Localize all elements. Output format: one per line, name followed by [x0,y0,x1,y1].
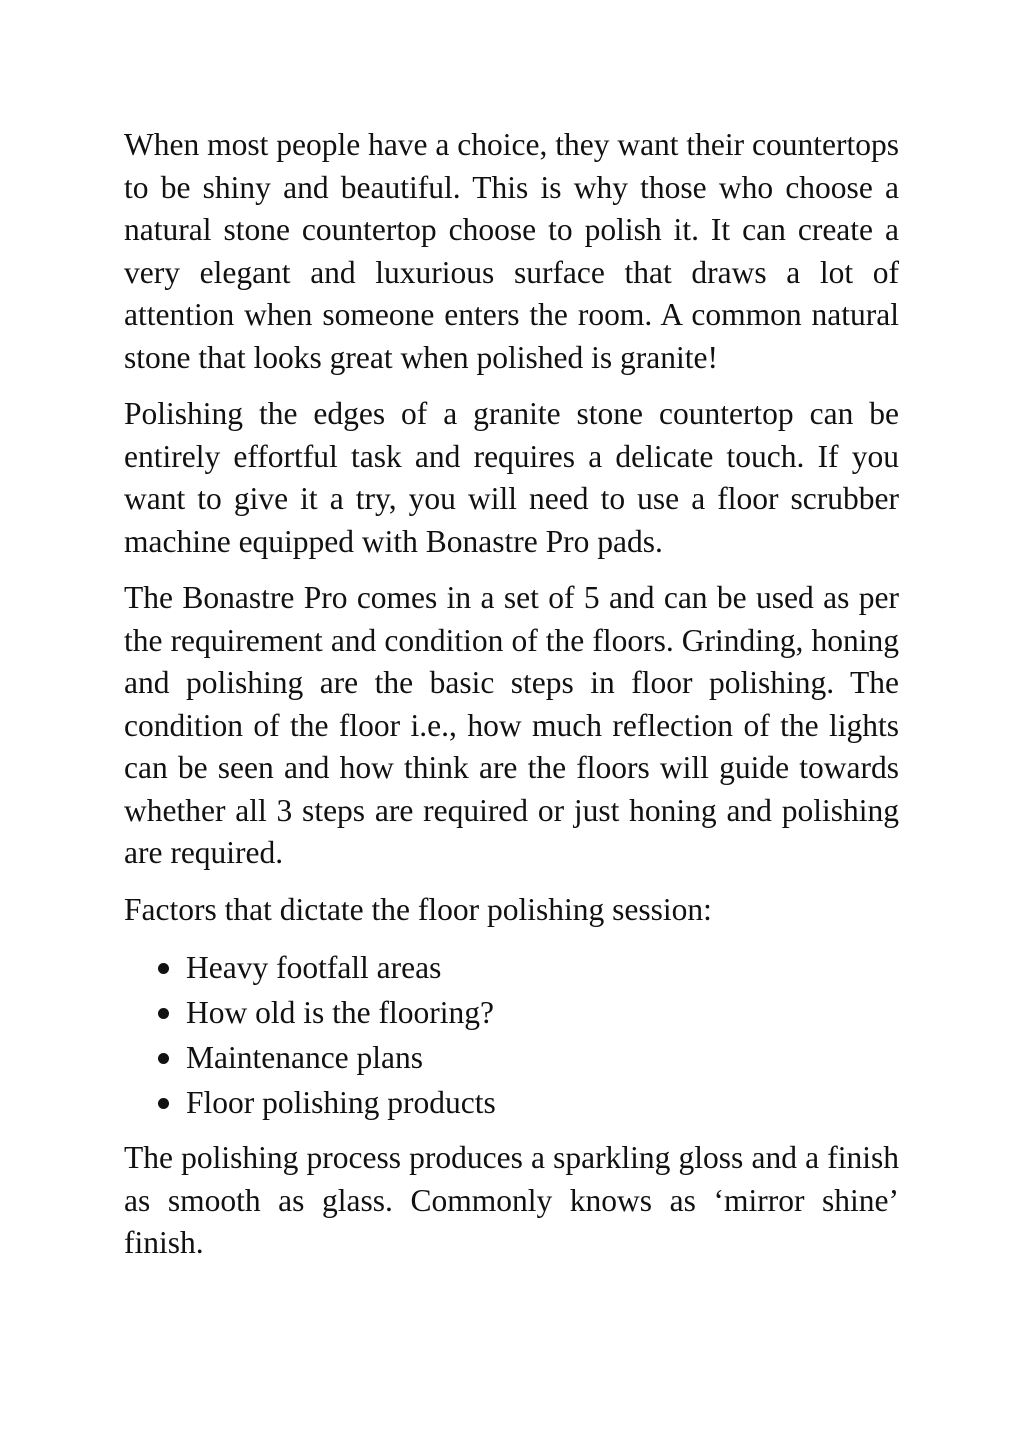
document-page [124,124,899,1279]
bullet-icon [158,963,169,974]
list-item-text: How old is the flooring? [186,995,494,1030]
bullet-icon [158,1098,169,1109]
list-item-text: Maintenance plans [186,1040,424,1075]
list-item-text: Heavy footfall areas [186,950,442,985]
list-item-text: Floor polishing products [186,1085,496,1120]
paragraph-mirror-shine: The polishing process produces a sparkling gloss and a finish as smooth as glass. Commonly knows as ‘mirror shine’ finish. [124,1140,899,1260]
list-item [124,1035,899,1080]
bullet-icon [158,1008,169,1019]
list-item [124,990,899,1035]
paragraph-bonastre-pro: The Bonastre Pro comes in a set of 5 and can be used as per the requirement and condition of the floors. Grinding, honing and polishing are the basic steps in floor polishing. The condition of the floor i.e., how much reflection of the lights can be seen and how think are the floors will guide towards whether all 3 steps are required or just honing and polishing are required. [124,580,899,870]
paragraph-factors-intro: Factors that dictate the floor polishing session: [124,891,712,927]
list-item [124,945,899,990]
paragraph-polishing-edges: Polishing the edges of a granite stone countertop can be entirely effortful task and requires a delicate touch. If you want to give it a try, you will need to use a floor scrubber machine equipped with Bonastre Pro pads. [124,396,899,559]
list-item [124,1080,899,1125]
paragraph-polished-countertops: When most people have a choice, they want their countertops to be shiny and beautiful. This is why those who choose a natural stone countertop choose to polish it. It can create a very elegant and luxurious surface that draws a lot of attention when someone enters the room. A common natural stone that looks great when polished is granite! [124,127,899,375]
factors-list [124,945,899,1125]
bullet-icon [158,1053,169,1064]
